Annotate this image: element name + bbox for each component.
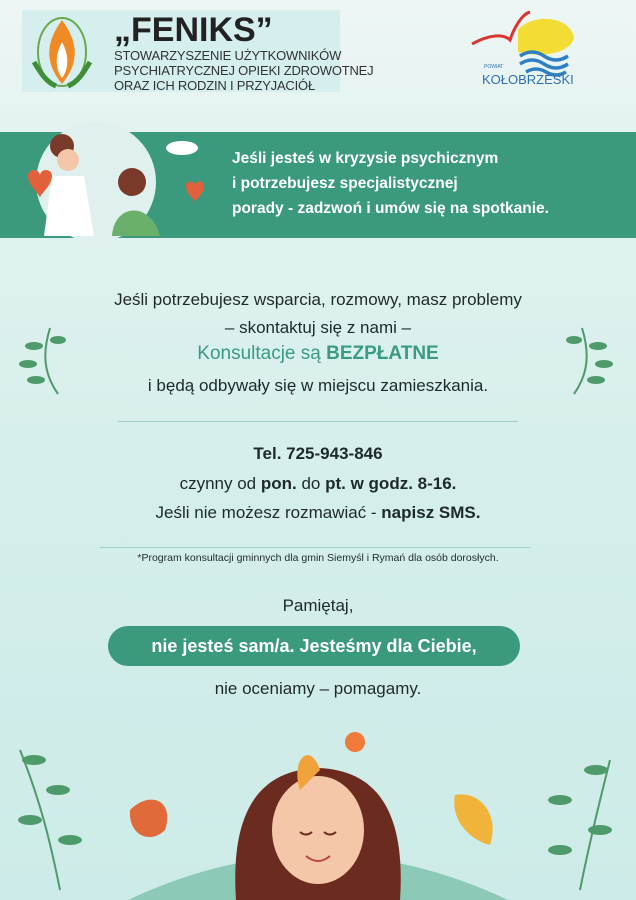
free-strong: BEZPŁATNE [326,343,439,364]
org-subtitle-3: ORAZ ICH RODZIN I PRZYJACIÓŁ [114,78,315,93]
footnote: *Program konsultacji gminnych dla gmin Siemyśl i Rymań dla osób dorosłych. [137,552,499,564]
remember-text: Pamiętaj, [282,596,354,615]
sms-a: Jeśli nie możesz rozmawiać - [155,503,382,522]
partner-small-label: POWIAT [484,64,504,70]
sms-b: napisz SMS. [381,503,481,522]
banner-line-3: porady - zadzwoń i umów się na spotkanie. [232,200,549,217]
location-line: i będą odbywały się w miejscu zamieszkania. [147,376,489,395]
free-consultations-line [0,343,636,365]
banner-text [232,146,549,221]
hours-b: pon. [260,474,297,493]
org-subtitle-1: STOWARZYSZENIE UŻYTKOWNIKÓW [114,48,342,63]
phoenix-logo-icon [26,12,98,90]
closing-line: nie oceniamy – pomagamy. [214,679,422,698]
support-line: Jeśli potrzebujesz wsparcia, rozmowy, masz problemy [114,290,522,309]
support-illustration [14,116,214,244]
hours-e: w godz. 8-16. [345,474,457,493]
divider [100,547,530,548]
hours-d: pt. [325,474,346,493]
contact-us-line: – skontaktuj się z nami – [224,318,412,337]
org-subtitle-2: PSYCHIATRYCZNEJ OPIEKI ZDROWOTNEJ [114,63,374,78]
free-prefix: Konsultacje są [197,343,327,364]
divider [118,421,518,422]
org-name: „FENIKS” [114,11,273,49]
bottom-illustration [0,720,636,900]
partner-name: KOŁOBRZESKI [482,72,574,87]
sms-line [0,502,636,524]
phone-number: Tel. 725-943-846 [253,444,383,463]
banner-line-1: Jeśli jesteś w kryzysie psychicznym [232,150,499,167]
hours-a: czynny od [179,474,261,493]
hours-line [0,473,636,495]
not-alone-pill: nie jesteś sam/a. Jesteśmy dla Ciebie, [108,626,520,666]
feniks-logo-block [22,10,374,93]
banner-line-2: i potrzebujesz specjalistycznej [232,175,458,192]
kolobrzeg-logo [470,8,590,92]
hours-c: do [296,474,326,493]
